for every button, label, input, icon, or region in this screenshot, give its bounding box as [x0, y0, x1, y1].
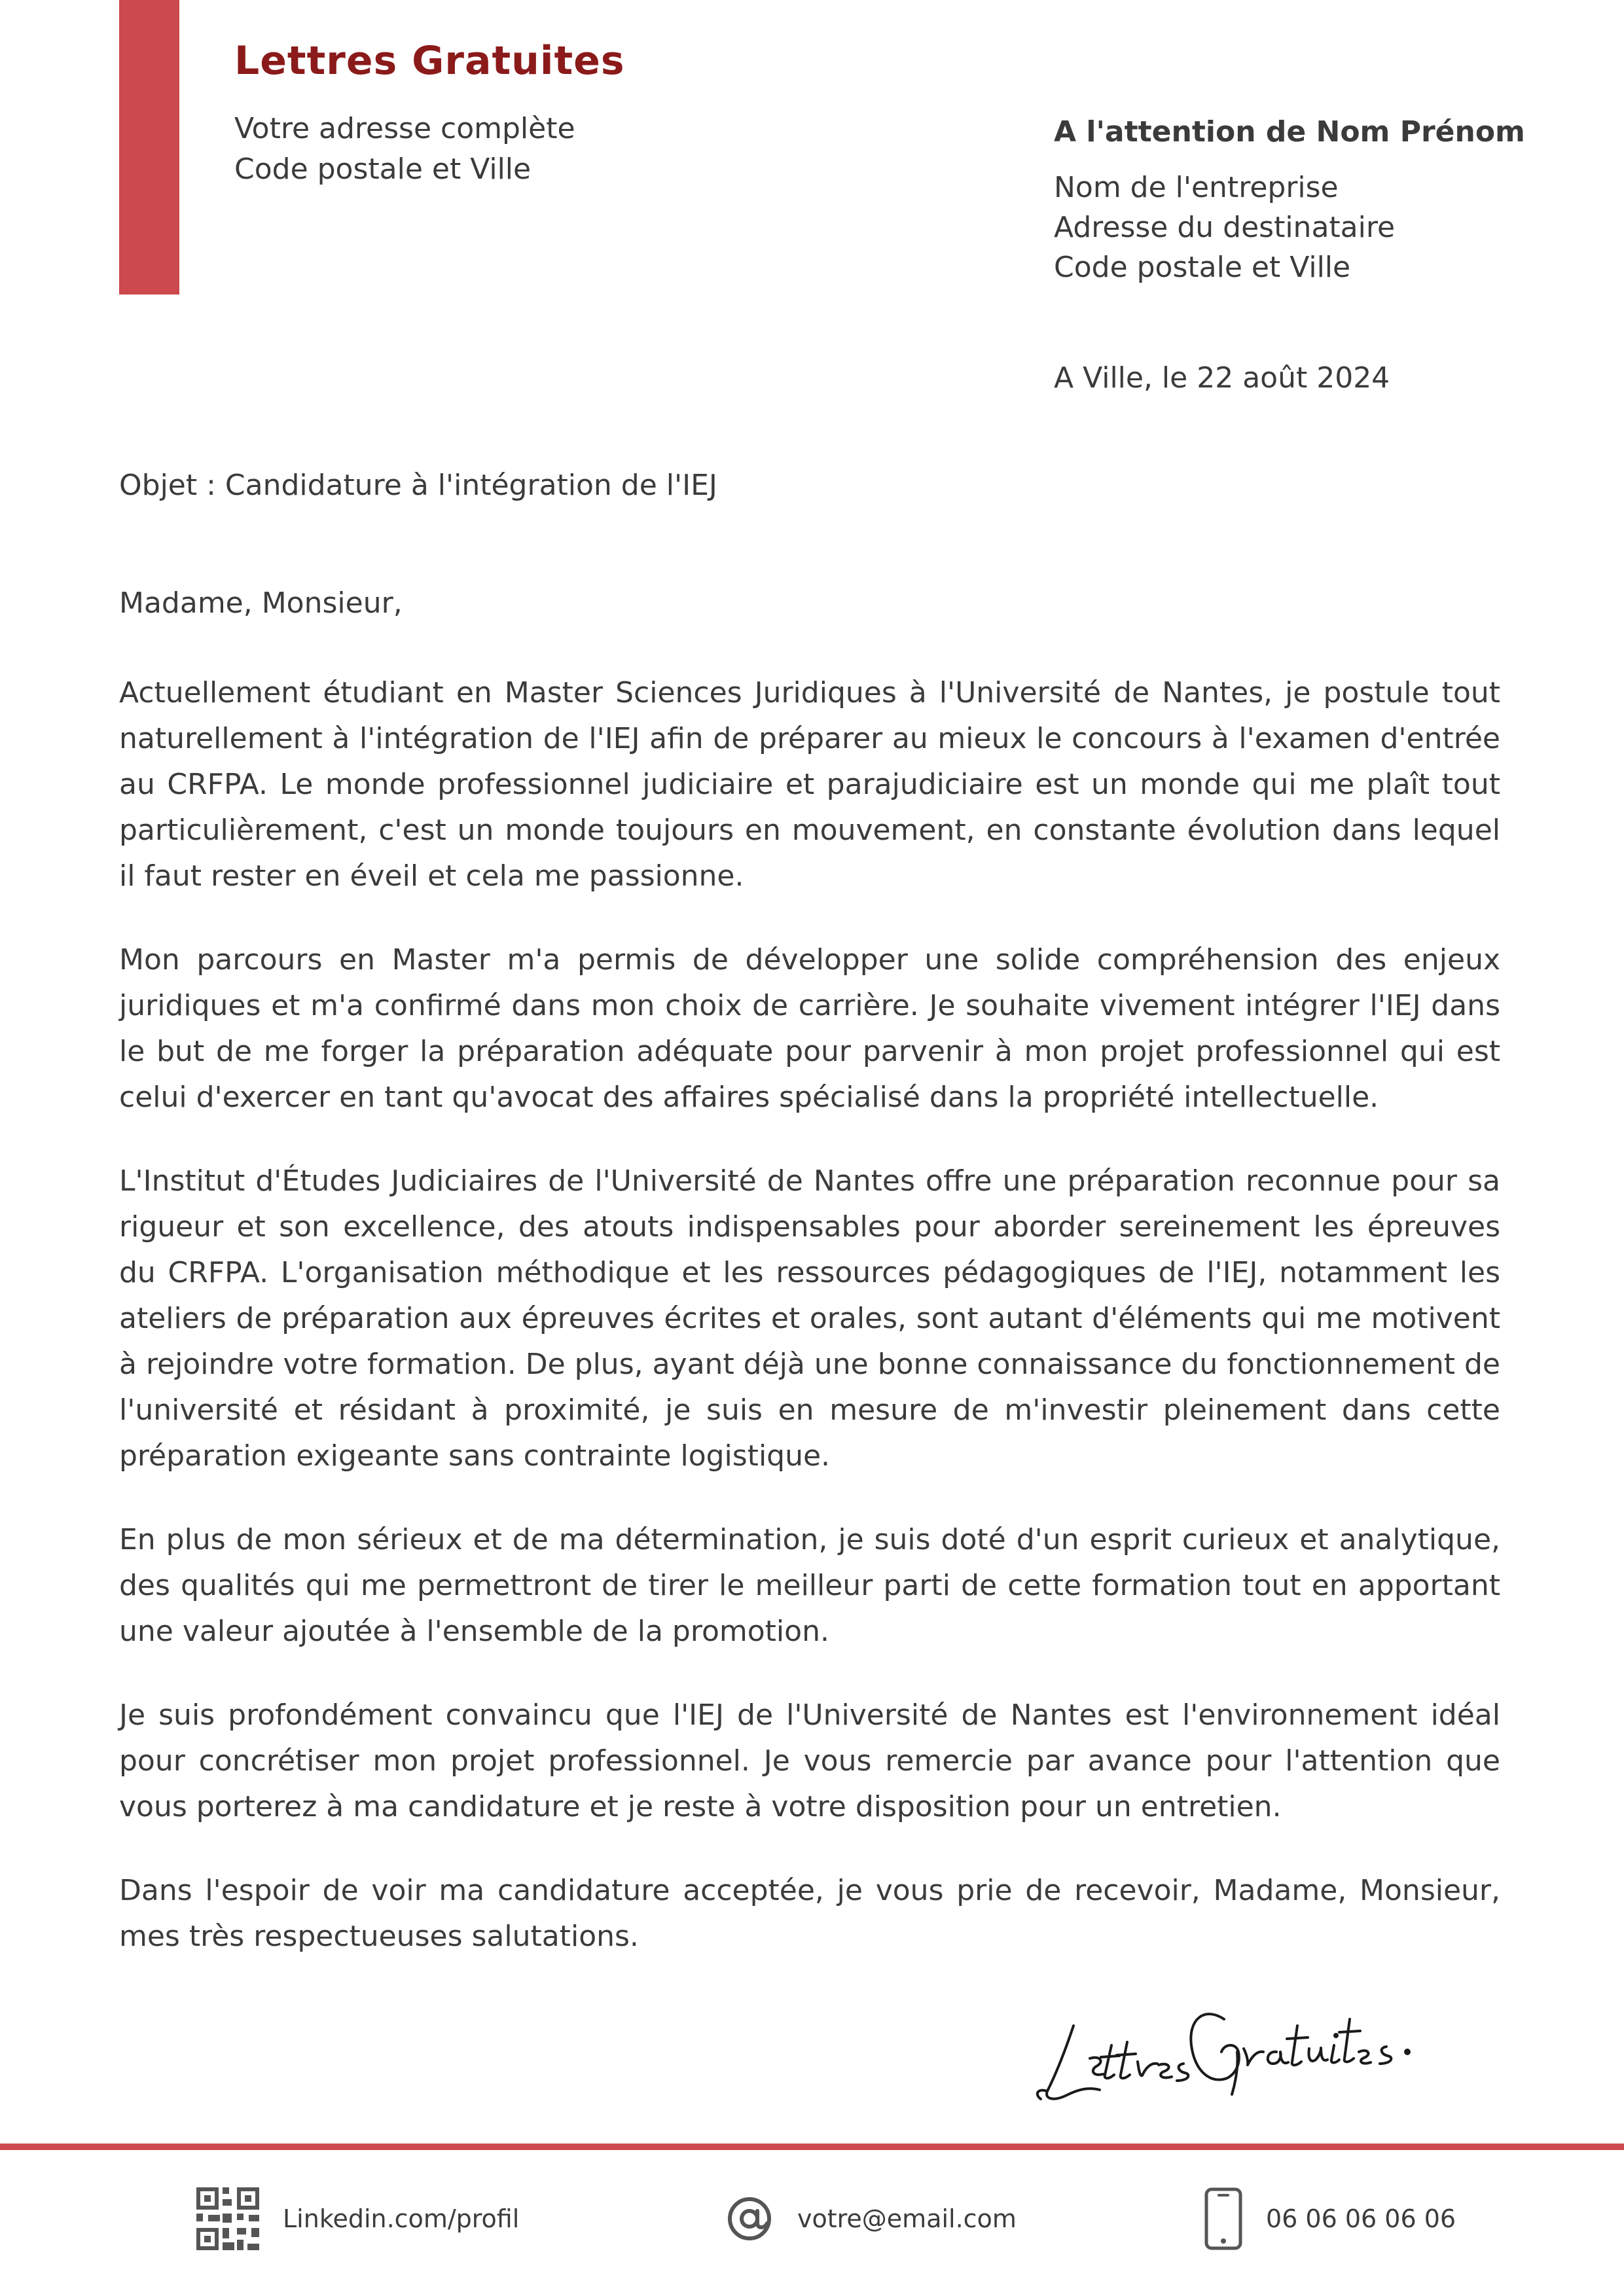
recipient-company: Nom de l'entreprise — [1054, 171, 1339, 204]
letter-date: A Ville, le 22 août 2024 — [1054, 361, 1390, 395]
email-text: votre@email.com — [797, 2204, 1017, 2233]
footer-email — [725, 2186, 1017, 2251]
phone-icon — [1204, 2187, 1242, 2250]
signature — [1028, 1947, 1420, 2111]
body-paragraph: Je suis profondément convaincu que l'IEJ de l'Université de Nantes est l'environnement idéal pour concrétiser mon projet professionnel. Je vous remercie par avance pour l'attention que vous porterez à ma candidature et je reste à votre disposition pour un entretien. — [119, 1698, 1500, 1823]
recipient-address: Adresse du destinataire — [1054, 211, 1396, 244]
body-paragraph: L'Institut d'Études Judiciaires de l'Université de Nantes offre une préparation reconnue pour sa rigueur et son excellence, des atouts indispensables pour aborder sereinement les épreuves du CRFPA. L'organisation méthodique et les ressources pédagogiques de l'IEJ, notamment les ateliers de préparation aux épreuves écrites et orales, sont autant d'éléments qui me motivent à rejoindre votre formation. De plus, ayant déjà une bonne connaissance du fonctionnement de l'université et résidant à proximité, je suis en mesure de m'investir pleinement dans cette préparation exigeante sans contrainte logistique. — [119, 1164, 1500, 1473]
footer-phone — [1204, 2186, 1456, 2251]
footer-linkedin — [196, 2186, 519, 2251]
letter-body — [119, 670, 1500, 1998]
at-sign-icon — [725, 2195, 774, 2243]
recipient-city: Code postale et Ville — [1054, 251, 1351, 284]
accent-bar — [119, 0, 179, 295]
sender-name: Lettres Gratuites — [234, 38, 625, 84]
letter-subject: Objet : Candidature à l'intégration de l'IEJ — [119, 469, 717, 502]
linkedin-text: Linkedin.com/profil — [283, 2204, 520, 2233]
recipient-attention: A l'attention de Nom Prénom — [1054, 115, 1525, 149]
footer-divider — [0, 2144, 1624, 2150]
body-paragraph: Dans l'espoir de voir ma candidature acceptée, je vous prie de recevoir, Madame, Monsieur, mes très respectueuses salutations. — [119, 1874, 1500, 1953]
recipient-block — [1054, 111, 1525, 287]
qr-code-icon — [196, 2187, 259, 2250]
sender-address-line2: Code postale et Ville — [234, 152, 532, 186]
phone-text: 06 06 06 06 06 — [1266, 2204, 1456, 2233]
sender-address-line1: Votre adresse complète — [234, 112, 575, 145]
signature-image — [1028, 1947, 1420, 2111]
body-paragraph: Mon parcours en Master m'a permis de développer une solide compréhension des enjeux juridiques et m'a confirmé dans mon choix de carrière. Je souhaite vivement intégrer l'IEJ dans le but de me forger la préparation adéquate pour parvenir à mon projet professionnel qui est celui d'exercer en tant qu'avocat des affaires spécialisé dans la propriété intellectuelle. — [119, 943, 1500, 1114]
sender-address — [234, 109, 575, 190]
body-paragraph: Actuellement étudiant en Master Sciences Juridiques à l'Université de Nantes, je postule tout naturellement à l'intégration de l'IEJ afin de préparer au mieux le concours à l'examen d'entrée au CRFPA. Le monde professionnel judiciaire et parajudiciaire est un monde qui me plaît tout particulièrement, c'est un monde toujours en mouvement, en constante évolution dans lequel il faut rester en éveil et cela me passionne. — [119, 676, 1500, 893]
body-paragraph: En plus de mon sérieux et de ma détermination, je suis doté d'un esprit curieux et analytique, des qualités qui me permettront de tirer le meilleur parti de cette formation tout en apportant une valeur ajoutée à l'ensemble de la promotion. — [119, 1523, 1500, 1648]
letter-salutation: Madame, Monsieur, — [119, 586, 403, 620]
